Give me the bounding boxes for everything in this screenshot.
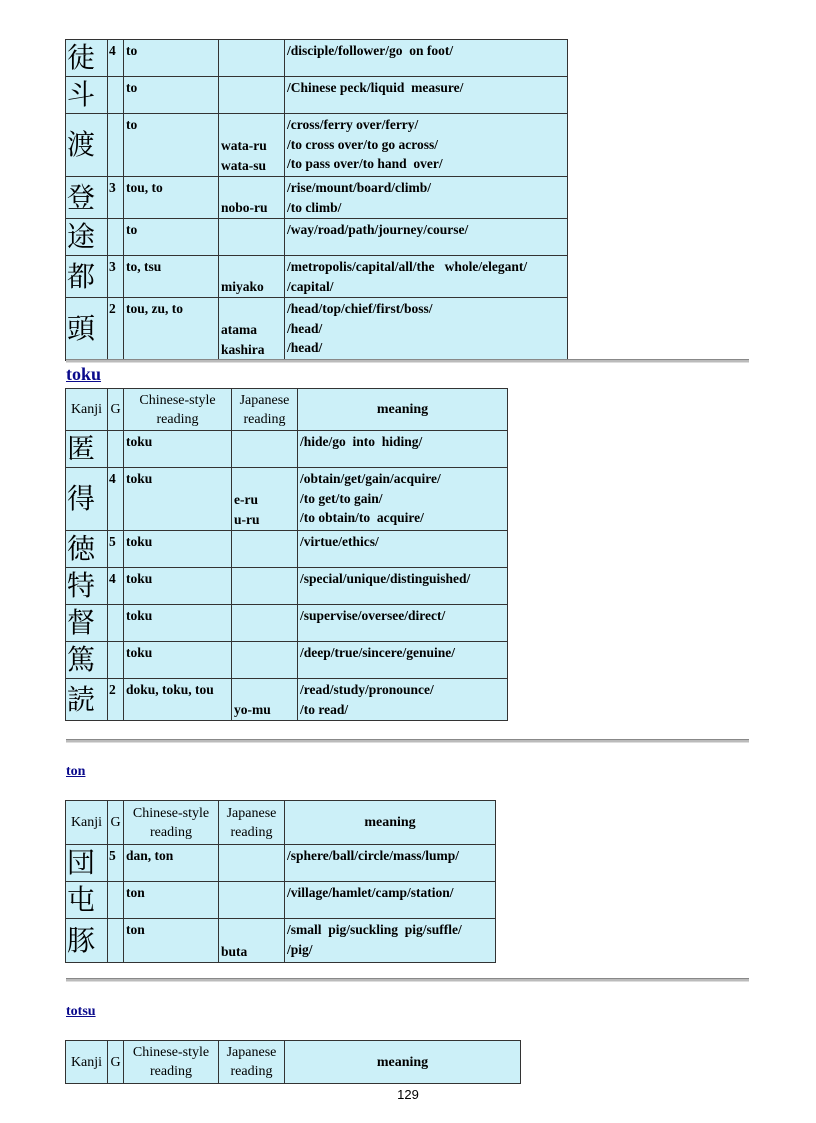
japanese-reading-cell	[232, 531, 298, 568]
table-row	[66, 605, 508, 642]
chinese-reading-cell: to, tsu	[124, 256, 219, 298]
chinese-reading-cell: toku	[124, 431, 232, 468]
japanese-reading-line: u-ru	[234, 511, 260, 527]
meaning-line: /to cross over/to go across/	[287, 136, 438, 152]
meaning-line: /to obtain/to acquire/	[300, 510, 424, 525]
kanji-cell: 都	[66, 256, 108, 298]
kanji-table-toku	[65, 388, 508, 721]
japanese-reading-cell	[219, 114, 285, 177]
header-meaning: meaning	[298, 389, 508, 431]
japanese-reading-cell	[219, 845, 285, 882]
header-grade: G	[108, 1041, 124, 1084]
meaning-cell	[285, 77, 568, 114]
grade-cell	[108, 77, 124, 114]
kanji-cell: 督	[66, 605, 108, 642]
horizontal-rule	[66, 739, 749, 743]
kanji-cell: 登	[66, 177, 108, 219]
meaning-line: /metropolis/capital/all/the whole/elegant/	[287, 259, 528, 274]
japanese-reading-cell	[219, 77, 285, 114]
chinese-reading-cell: toku	[124, 531, 232, 568]
japanese-reading-cell	[219, 882, 285, 919]
grade-cell	[108, 882, 124, 919]
horizontal-rule	[66, 359, 749, 363]
kanji-cell: 篤	[66, 642, 108, 679]
kanji-cell: 豚	[66, 919, 108, 963]
meaning-line: /way/road/path/journey/course/	[287, 222, 469, 237]
japanese-reading-line: e-ru	[234, 492, 258, 507]
kanji-cell: 渡	[66, 114, 108, 177]
kanji-cell: 屯	[66, 882, 108, 919]
table-row	[66, 642, 508, 679]
meaning-cell	[298, 468, 508, 531]
table-row	[66, 679, 508, 721]
grade-cell: 5	[108, 531, 124, 568]
grade-cell: 2	[108, 298, 124, 361]
meaning-line: /head/top/chief/first/boss/	[287, 301, 433, 316]
japanese-reading-line: wata-su	[221, 157, 267, 173]
meaning-line: /hide/go into hiding/	[300, 434, 423, 449]
chinese-reading-cell: to	[124, 114, 219, 177]
kanji-cell: 徒	[66, 40, 108, 77]
grade-cell	[108, 605, 124, 642]
japanese-reading-line: atama	[221, 322, 257, 337]
meaning-line: /special/unique/distinguished/	[300, 571, 471, 586]
kanji-table-totsu	[65, 1040, 521, 1084]
meaning-cell	[285, 298, 568, 361]
horizontal-rule	[66, 978, 749, 982]
chinese-reading-cell: toku	[124, 468, 232, 531]
japanese-reading-cell	[232, 679, 298, 721]
meaning-cell	[285, 177, 568, 219]
japanese-reading-line: kashira	[221, 341, 265, 357]
table-row	[66, 568, 508, 605]
meaning-line: /virtue/ethics/	[300, 534, 379, 549]
meaning-line: /capital/	[287, 278, 334, 294]
table-row	[66, 77, 568, 114]
meaning-cell	[285, 882, 496, 919]
chinese-reading-cell: dan, ton	[124, 845, 219, 882]
meaning-line: /to climb/	[287, 199, 342, 215]
grade-cell: 4	[108, 40, 124, 77]
meaning-cell	[298, 679, 508, 721]
japanese-reading-line: wata-ru	[221, 138, 267, 153]
table-row	[66, 177, 568, 219]
meaning-cell	[285, 919, 496, 963]
header-japanese-reading: Japanese reading	[219, 1041, 285, 1084]
chinese-reading-cell: ton	[124, 882, 219, 919]
grade-cell	[108, 919, 124, 963]
meaning-line: /head/	[287, 320, 323, 336]
meaning-line: /rise/mount/board/climb/	[287, 180, 432, 195]
header-grade: G	[108, 389, 124, 431]
meaning-line: /sphere/ball/circle/mass/lump/	[287, 848, 460, 863]
meaning-cell	[285, 219, 568, 256]
kanji-cell: 匿	[66, 431, 108, 468]
meaning-line: /Chinese peck/liquid measure/	[287, 80, 464, 95]
header-chinese-reading: Chinese-style reading	[124, 801, 219, 845]
section-heading-totsu[interactable]: totsu	[66, 1004, 96, 1019]
grade-cell	[108, 431, 124, 468]
meaning-cell	[298, 605, 508, 642]
kanji-cell: 団	[66, 845, 108, 882]
grade-cell	[108, 642, 124, 679]
header-chinese-reading: Chinese-style reading	[124, 1041, 219, 1084]
chinese-reading-cell: toku	[124, 642, 232, 679]
kanji-table-ton	[65, 800, 496, 963]
table-row	[66, 845, 496, 882]
table-row	[66, 919, 496, 963]
meaning-line: /to read/	[300, 701, 349, 717]
japanese-reading-cell	[232, 605, 298, 642]
kanji-cell: 得	[66, 468, 108, 531]
japanese-reading-cell	[232, 468, 298, 531]
meaning-line: /read/study/pronounce/	[300, 682, 434, 697]
chinese-reading-cell: doku, toku, tou	[124, 679, 232, 721]
header-kanji: Kanji	[66, 389, 108, 431]
meaning-cell	[285, 40, 568, 77]
section-heading-toku[interactable]: toku	[66, 364, 102, 384]
japanese-reading-cell	[219, 256, 285, 298]
meaning-cell	[285, 256, 568, 298]
header-grade: G	[108, 801, 124, 845]
table-row	[66, 882, 496, 919]
grade-cell	[108, 219, 124, 256]
grade-cell: 4	[108, 468, 124, 531]
kanji-cell: 頭	[66, 298, 108, 361]
meaning-line: /cross/ferry over/ferry/	[287, 117, 419, 132]
meaning-line: /head/	[287, 340, 323, 355]
kanji-cell: 途	[66, 219, 108, 256]
table-row	[66, 40, 568, 77]
chinese-reading-cell: to	[124, 40, 219, 77]
meaning-line: /to pass over/to hand over/	[287, 156, 443, 171]
japanese-reading-cell	[219, 40, 285, 77]
header-japanese-reading: Japanese reading	[219, 801, 285, 845]
grade-cell: 4	[108, 568, 124, 605]
grade-cell	[108, 114, 124, 177]
table-row	[66, 431, 508, 468]
page-number: 129	[397, 1087, 419, 1102]
chinese-reading-cell: tou, to	[124, 177, 219, 219]
japanese-reading-line: yo-mu	[234, 701, 271, 717]
header-chinese-reading: Chinese-style reading	[124, 389, 232, 431]
table-row	[66, 219, 568, 256]
meaning-cell	[298, 531, 508, 568]
header-kanji: Kanji	[66, 801, 108, 845]
meaning-line: /disciple/follower/go on foot/	[287, 43, 454, 58]
meaning-line: /village/hamlet/camp/station/	[287, 885, 454, 900]
grade-cell: 3	[108, 177, 124, 219]
header-meaning: meaning	[285, 801, 496, 845]
japanese-reading-cell	[232, 568, 298, 605]
grade-cell: 5	[108, 845, 124, 882]
table-row	[66, 114, 568, 177]
chinese-reading-cell: to	[124, 77, 219, 114]
japanese-reading-line: buta	[221, 943, 248, 959]
grade-cell: 3	[108, 256, 124, 298]
japanese-reading-line: miyako	[221, 278, 264, 294]
header-meaning: meaning	[285, 1041, 521, 1084]
chinese-reading-cell: toku	[124, 605, 232, 642]
meaning-line: /to get/to gain/	[300, 490, 383, 506]
meaning-line: /deep/true/sincere/genuine/	[300, 645, 455, 660]
meaning-line: /supervise/oversee/direct/	[300, 608, 446, 623]
meaning-cell	[285, 845, 496, 882]
kanji-cell: 斗	[66, 77, 108, 114]
japanese-reading-cell	[219, 298, 285, 361]
meaning-cell	[298, 642, 508, 679]
japanese-reading-cell	[232, 642, 298, 679]
meaning-line: /small pig/suckling pig/suffle/	[287, 922, 462, 937]
table-row	[66, 531, 508, 568]
header-japanese-reading: Japanese reading	[232, 389, 298, 431]
kanji-table-to	[65, 39, 568, 361]
japanese-reading-cell	[219, 177, 285, 219]
meaning-cell	[298, 568, 508, 605]
meaning-cell	[285, 114, 568, 177]
meaning-cell	[298, 431, 508, 468]
table-row	[66, 298, 568, 361]
chinese-reading-cell: toku	[124, 568, 232, 605]
japanese-reading-line: nobo-ru	[221, 199, 268, 215]
table-row	[66, 256, 568, 298]
japanese-reading-cell	[232, 431, 298, 468]
header-kanji: Kanji	[66, 1041, 108, 1084]
japanese-reading-cell	[219, 919, 285, 963]
meaning-line: /pig/	[287, 941, 313, 957]
kanji-cell: 読	[66, 679, 108, 721]
kanji-cell: 徳	[66, 531, 108, 568]
meaning-line: /obtain/get/gain/acquire/	[300, 471, 441, 486]
chinese-reading-cell: ton	[124, 919, 219, 963]
japanese-reading-cell	[219, 219, 285, 256]
chinese-reading-cell: tou, zu, to	[124, 298, 219, 361]
grade-cell: 2	[108, 679, 124, 721]
kanji-cell: 特	[66, 568, 108, 605]
chinese-reading-cell: to	[124, 219, 219, 256]
table-row	[66, 468, 508, 531]
section-heading-ton[interactable]: ton	[66, 764, 86, 779]
